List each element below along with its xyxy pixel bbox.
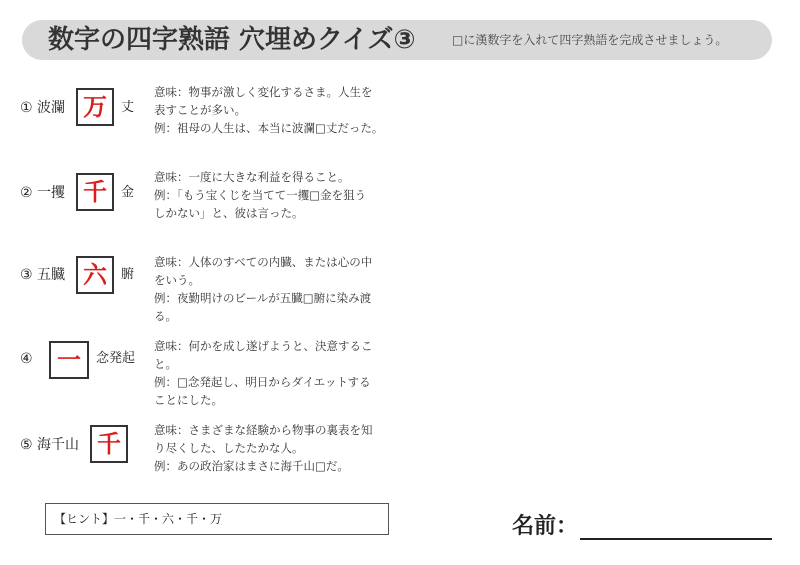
- question-number: ④: [20, 351, 33, 367]
- question-number: ② 一攫: [20, 185, 66, 201]
- meaning-text: 意味：一度に大きな利益を得ること。 例：「もう宝くじを当てて一攫□金を狙う しかない」と、彼は言った。: [154, 170, 367, 220]
- question-suffix: 腑: [121, 267, 135, 282]
- question-number: ③ 五臓: [20, 267, 66, 283]
- meaning-text: 意味：さまざまな経験から物事の裏表を知 り尽くした、したたかな人。 例：あの政治家はまさに海千山□だ。: [154, 423, 373, 473]
- question-5: [0, 420, 800, 500]
- question-suffix: 念発起: [96, 351, 136, 366]
- instruction-text: □に漢数字を入れて四字熟語を完成させましょう。: [452, 33, 728, 47]
- title-bar: [22, 20, 772, 60]
- question-number: ① 波瀾: [20, 100, 66, 116]
- question-prefix: 一攫: [37, 185, 66, 201]
- answer-box[interactable]: 一: [49, 341, 89, 379]
- answer-box[interactable]: 千: [76, 173, 114, 211]
- question-1: [0, 82, 800, 162]
- question-4: [0, 336, 800, 416]
- question-prefix: 海千山: [37, 437, 80, 453]
- hint-box: 【ヒント】一・千・六・千・万: [45, 503, 389, 535]
- page-title: 数字の四字熟語 穴埋めクイズ③: [48, 25, 416, 55]
- meaning-text: 意味：人体のすべての内臓、または心の中 をいう。 例：夜勤明けのビールが五臓□腑に染み渡 る。: [154, 255, 373, 323]
- answer-box[interactable]: 六: [76, 256, 114, 294]
- question-suffix: 丈: [121, 100, 135, 115]
- name-label: 名前：: [512, 514, 579, 539]
- question-prefix: 波瀾: [37, 100, 66, 116]
- meaning-text: 意味：何かを成し遂げようと、決意するこ と。 例：□念発起し、明日からダイエットする ことにした。: [154, 339, 373, 407]
- question-number: ⑤ 海千山: [20, 437, 80, 453]
- question-2: [0, 167, 800, 247]
- answer-box[interactable]: 千: [90, 425, 128, 463]
- meaning-text: 意味：物事が激しく変化するさま。人生を 表すことが多い。 例：祖母の人生は、本当に波瀾□丈だった。: [154, 85, 384, 135]
- question-suffix: 金: [121, 185, 135, 200]
- question-3: [0, 253, 800, 333]
- question-prefix: 五臓: [37, 267, 66, 283]
- answer-box[interactable]: 万: [76, 88, 114, 126]
- name-input-line[interactable]: [580, 538, 772, 540]
